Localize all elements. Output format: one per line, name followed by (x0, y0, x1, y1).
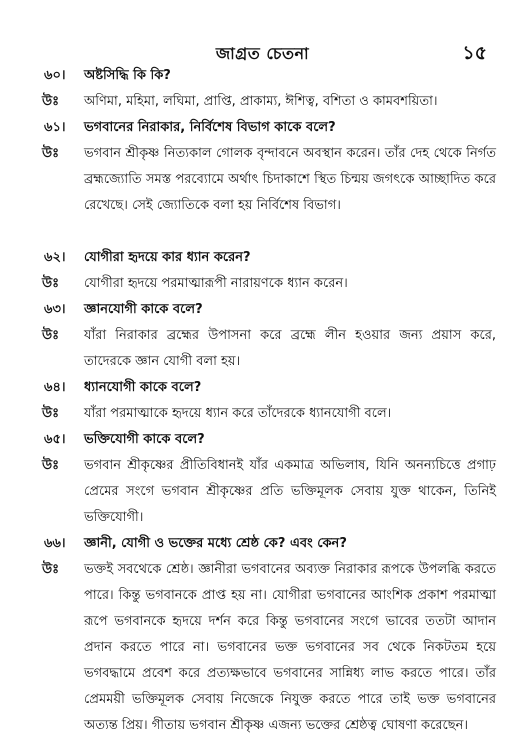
running-header (0, 41, 525, 65)
question-row (0, 427, 525, 453)
qa-item-62 (0, 245, 525, 297)
question-row (0, 115, 525, 141)
answer-marker: উঃ (42, 276, 60, 291)
question-text: ভগবানের নিরাকার, নির্বিশেষ বিভাগ কাকে বলে? (84, 120, 336, 135)
answer-marker: উঃ (42, 146, 60, 161)
qa-item-61 (0, 115, 525, 219)
answer-marker: উঃ (42, 328, 60, 343)
question-number: ৬৫। (44, 432, 66, 447)
qa-item-63 (0, 297, 525, 375)
answer-text: যাঁরা নিরাকার ব্রহ্মের উপাসনা করে ব্রহ্মে লীন হওয়ার জন্য প্রয়াস করে, তাদেরকে জ্ঞান যোগী বলা হয়। (84, 328, 496, 369)
answer-row (0, 323, 525, 375)
answer-text: ভগবান শ্রীকৃষ্ণ নিত্যকাল গোলক বৃন্দাবনে অবস্থান করেন। তাঁর দেহ থেকে নির্গত ব্রহ্মজ্যোতি সমস্ত পরব্যোমে অর্থাৎ চিদাকাশে স্থিত চিন্ময় জগৎকে আচ্ছাদিত করে রেখেছে। সেই জ্যোতিকে বলা হয় নির্বিশেষ বিভাগ। (84, 146, 496, 213)
answer-row (0, 401, 525, 427)
answer-row (0, 557, 525, 739)
question-row (0, 63, 525, 89)
question-number: ৬৩। (44, 302, 66, 317)
question-text: যোগীরা হৃদয়ে কার ধ্যান করেন? (84, 250, 251, 265)
answer-row (0, 141, 525, 219)
page-number: ১৫ (462, 42, 487, 64)
answer-marker: উঃ (42, 94, 60, 109)
question-row (0, 297, 525, 323)
qa-item-65 (0, 427, 525, 531)
answer-marker: উঃ (42, 458, 60, 473)
answer-text: যাঁরা পরমাত্মাকে হৃদয়ে ধ্যান করে তাঁদেরকে ধ্যানযোগী বলে। (84, 406, 392, 421)
answer-text: ভগবান শ্রীকৃষ্ণের প্রীতিবিধানই যাঁর একমাত্র অভিলাষ, যিনি অনন্যচিত্তে প্রগাঢ় প্রেমের সংগে ভগবান শ্রীকৃষ্ণের প্রতি ভক্তিমূলক সেবায় যুক্ত থাকেন, তিনিই ভক্তিযোগী। (84, 458, 496, 525)
answer-text: ভক্তই সবথেকে শ্রেষ্ঠ। জ্ঞানীরা ভগবানের অব্যক্ত নিরাকার রূপকে উপলব্ধি করতে পারে। কিন্তু ভগবানকে প্রাপ্ত হয় না। যোগীরা ভগবানের আংশিক প্রকাশ পরমাত্মা রূপে ভগবানকে হৃদয়ে দর্শন করে কিন্তু ভগবানের সংগে ভাবের ততটা আদান প্রদান করতে পারে না। ভগবানের ভক্ত ভগবানের সব থেকে নিকটতম হয়ে ভগবদ্ধামে প্রবেশ করে প্রত্যক্ষভাবে ভগবানের সান্নিধ্য লাভ করতে পারে। তাঁর প্রেমময়ী ভক্তিমূলক সেবায় নিজেকে নিযুক্ত করতে পারে তাই ভক্ত ভগবানের অত্যন্ত প্রিয়। গীতায় ভগবান শ্রীকৃষ্ণ এজন্য ভক্তের শ্রেষ্ঠত্ব ঘোষণা করেছেন। (84, 562, 496, 733)
question-number: ৬০। (44, 68, 66, 83)
qa-item-60 (0, 63, 525, 115)
question-number: ৬৪। (44, 380, 66, 395)
answer-row (0, 89, 525, 115)
question-number: ৬৬। (44, 536, 66, 551)
question-number: ৬১। (44, 120, 66, 135)
answer-text: যোগীরা হৃদয়ে পরমাত্মারূপী নারায়ণকে ধ্যান করেন। (84, 276, 348, 291)
question-text: জ্ঞানযোগী কাকে বলে? (84, 302, 203, 317)
question-text: ভক্তিযোগী কাকে বলে? (84, 432, 205, 447)
answer-text: অণিমা, মহিমা, লঘিমা, প্রাপ্তি, প্রাকাম্য, ঈশিত্ব, বশিতা ও কামবশয়িতা। (84, 94, 438, 109)
question-number: ৬২। (44, 250, 66, 265)
answer-marker: উঃ (42, 562, 60, 577)
answer-row (0, 271, 525, 297)
answer-row (0, 453, 525, 531)
question-row (0, 245, 525, 271)
question-text: ধ্যানযোগী কাকে বলে? (84, 380, 202, 395)
question-text: অষ্টসিদ্ধি কি কি? (84, 68, 171, 83)
answer-marker: উঃ (42, 406, 60, 421)
qa-item-66 (0, 531, 525, 739)
question-row (0, 375, 525, 401)
running-title: জাগ্রত চেতনা (215, 44, 310, 63)
qa-item-64 (0, 375, 525, 427)
question-text: জ্ঞানী, যোগী ও ভক্তের মধ্যে শ্রেষ্ঠ কে? এবং কেন? (84, 536, 347, 551)
question-row (0, 531, 525, 557)
